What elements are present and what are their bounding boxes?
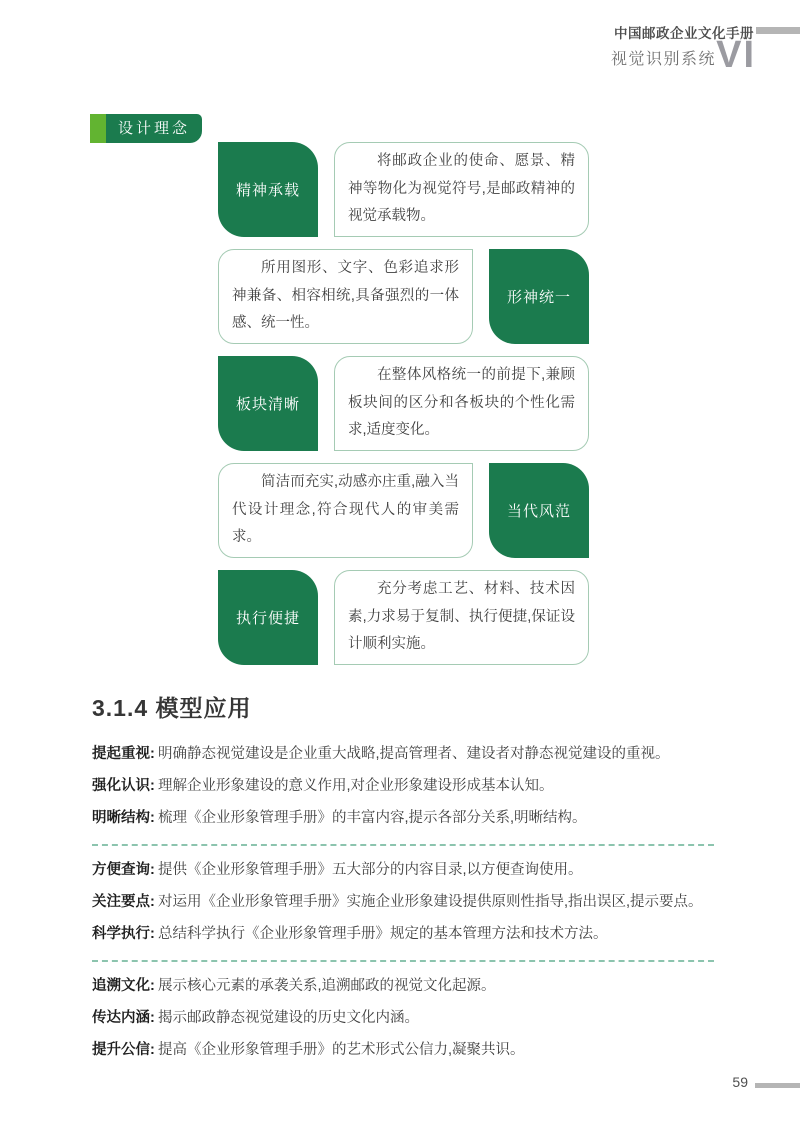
manual-title: 中国邮政企业文化手册 (614, 26, 754, 41)
paragraph-item (92, 919, 714, 949)
paragraph-text: 梳理《企业形象管理手册》的丰富内容,提示各部分关系,明晰结构。 (158, 810, 587, 826)
paragraph-text: 揭示邮政静态视觉建设的历史文化内涵。 (158, 1010, 419, 1026)
design-label-box (489, 249, 589, 344)
paragraph-item (92, 803, 714, 833)
paragraph-label: 方便查询: (92, 862, 155, 878)
design-label-box (218, 356, 318, 451)
system-title: 视觉识别系统 (610, 51, 716, 68)
paragraph-label: 传达内涵: (92, 1010, 155, 1026)
design-text-box (218, 463, 473, 558)
design-text-box (334, 570, 589, 665)
design-text-box (334, 356, 589, 451)
paragraph-text: 理解企业形象建设的意义作用,对企业形象建设形成基本认知。 (158, 778, 554, 794)
footer-bar (755, 1083, 800, 1088)
design-label: 当代风范 (506, 503, 571, 520)
section-label (90, 114, 202, 143)
paragraph-group (92, 739, 714, 833)
paragraph-text: 提高《企业形象管理手册》的艺术形式公信力,凝聚共识。 (158, 1042, 525, 1058)
paragraph-text: 提供《企业形象管理手册》五大部分的内容目录,以方便查询使用。 (158, 862, 583, 878)
design-label-box (218, 142, 318, 237)
design-text: 简洁而充实,动感亦庄重,融入当代设计理念,符合现代人的审美需求。 (232, 474, 459, 546)
design-label: 精神承载 (235, 182, 300, 199)
paragraph-item (92, 771, 714, 801)
paragraph-label: 明晰结构: (92, 810, 155, 826)
design-label: 板块清晰 (235, 396, 300, 413)
vi-mark: VI (716, 34, 756, 76)
dashed-divider (92, 844, 714, 846)
design-label-box (218, 570, 318, 665)
paragraph-item (92, 855, 714, 885)
paragraph-text: 明确静态视觉建设是企业重大战略,提高管理者、建设者对静态视觉建设的重视。 (158, 746, 670, 762)
design-row (218, 356, 589, 451)
section-label-text: 设计理念 (106, 114, 202, 143)
design-row (218, 570, 589, 665)
page-number: 59 (732, 1074, 748, 1090)
design-text: 充分考虑工艺、材料、技术因素,力求易于复制、执行便捷,保证设计顺利实施。 (348, 581, 575, 653)
model-application-section (92, 690, 714, 1067)
paragraph-label: 强化认识: (92, 778, 155, 794)
design-row (218, 463, 589, 558)
paragraph-text: 展示核心元素的承袭关系,追溯邮政的视觉文化起源。 (158, 978, 496, 994)
design-row (218, 249, 589, 344)
paragraph-item (92, 1003, 714, 1033)
design-text-box (334, 142, 589, 237)
paragraph-text: 总结科学执行《企业形象管理手册》规定的基本管理方法和技术方法。 (158, 926, 608, 942)
paragraph-label: 科学执行: (92, 926, 155, 942)
section-label-accent-bar (90, 114, 106, 143)
design-text: 所用图形、文字、色彩追求形神兼备、相容相统,具备强烈的一体感、统一性。 (232, 260, 459, 332)
paragraph-label: 追溯文化: (92, 978, 155, 994)
design-text: 在整体风格统一的前提下,兼顾板块间的区分和各板块的个性化需求,适度变化。 (348, 367, 575, 439)
paragraph-item (92, 739, 714, 769)
header-bar (756, 27, 800, 34)
paragraph-group (92, 971, 714, 1065)
design-row (218, 142, 589, 237)
section-heading: 3.1.4 模型应用 (92, 695, 252, 721)
paragraph-group (92, 855, 714, 949)
design-philosophy-diagram (218, 142, 589, 677)
paragraph-item (92, 971, 714, 1001)
paragraph-label: 提起重视: (92, 746, 155, 762)
design-label: 形神统一 (506, 289, 571, 306)
design-label-box (489, 463, 589, 558)
paragraph-item (92, 887, 714, 917)
paragraph-label: 提升公信: (92, 1042, 155, 1058)
dashed-divider (92, 960, 714, 962)
paragraph-item (92, 1035, 714, 1065)
design-text-box (218, 249, 473, 344)
paragraph-text: 对运用《企业形象管理手册》实施企业形象建设提供原则性指导,指出误区,提示要点。 (158, 894, 703, 910)
paragraph-label: 关注要点: (92, 894, 155, 910)
design-text: 将邮政企业的使命、愿景、精神等物化为视觉符号,是邮政精神的视觉承载物。 (348, 153, 575, 225)
design-label: 执行便捷 (235, 610, 300, 627)
